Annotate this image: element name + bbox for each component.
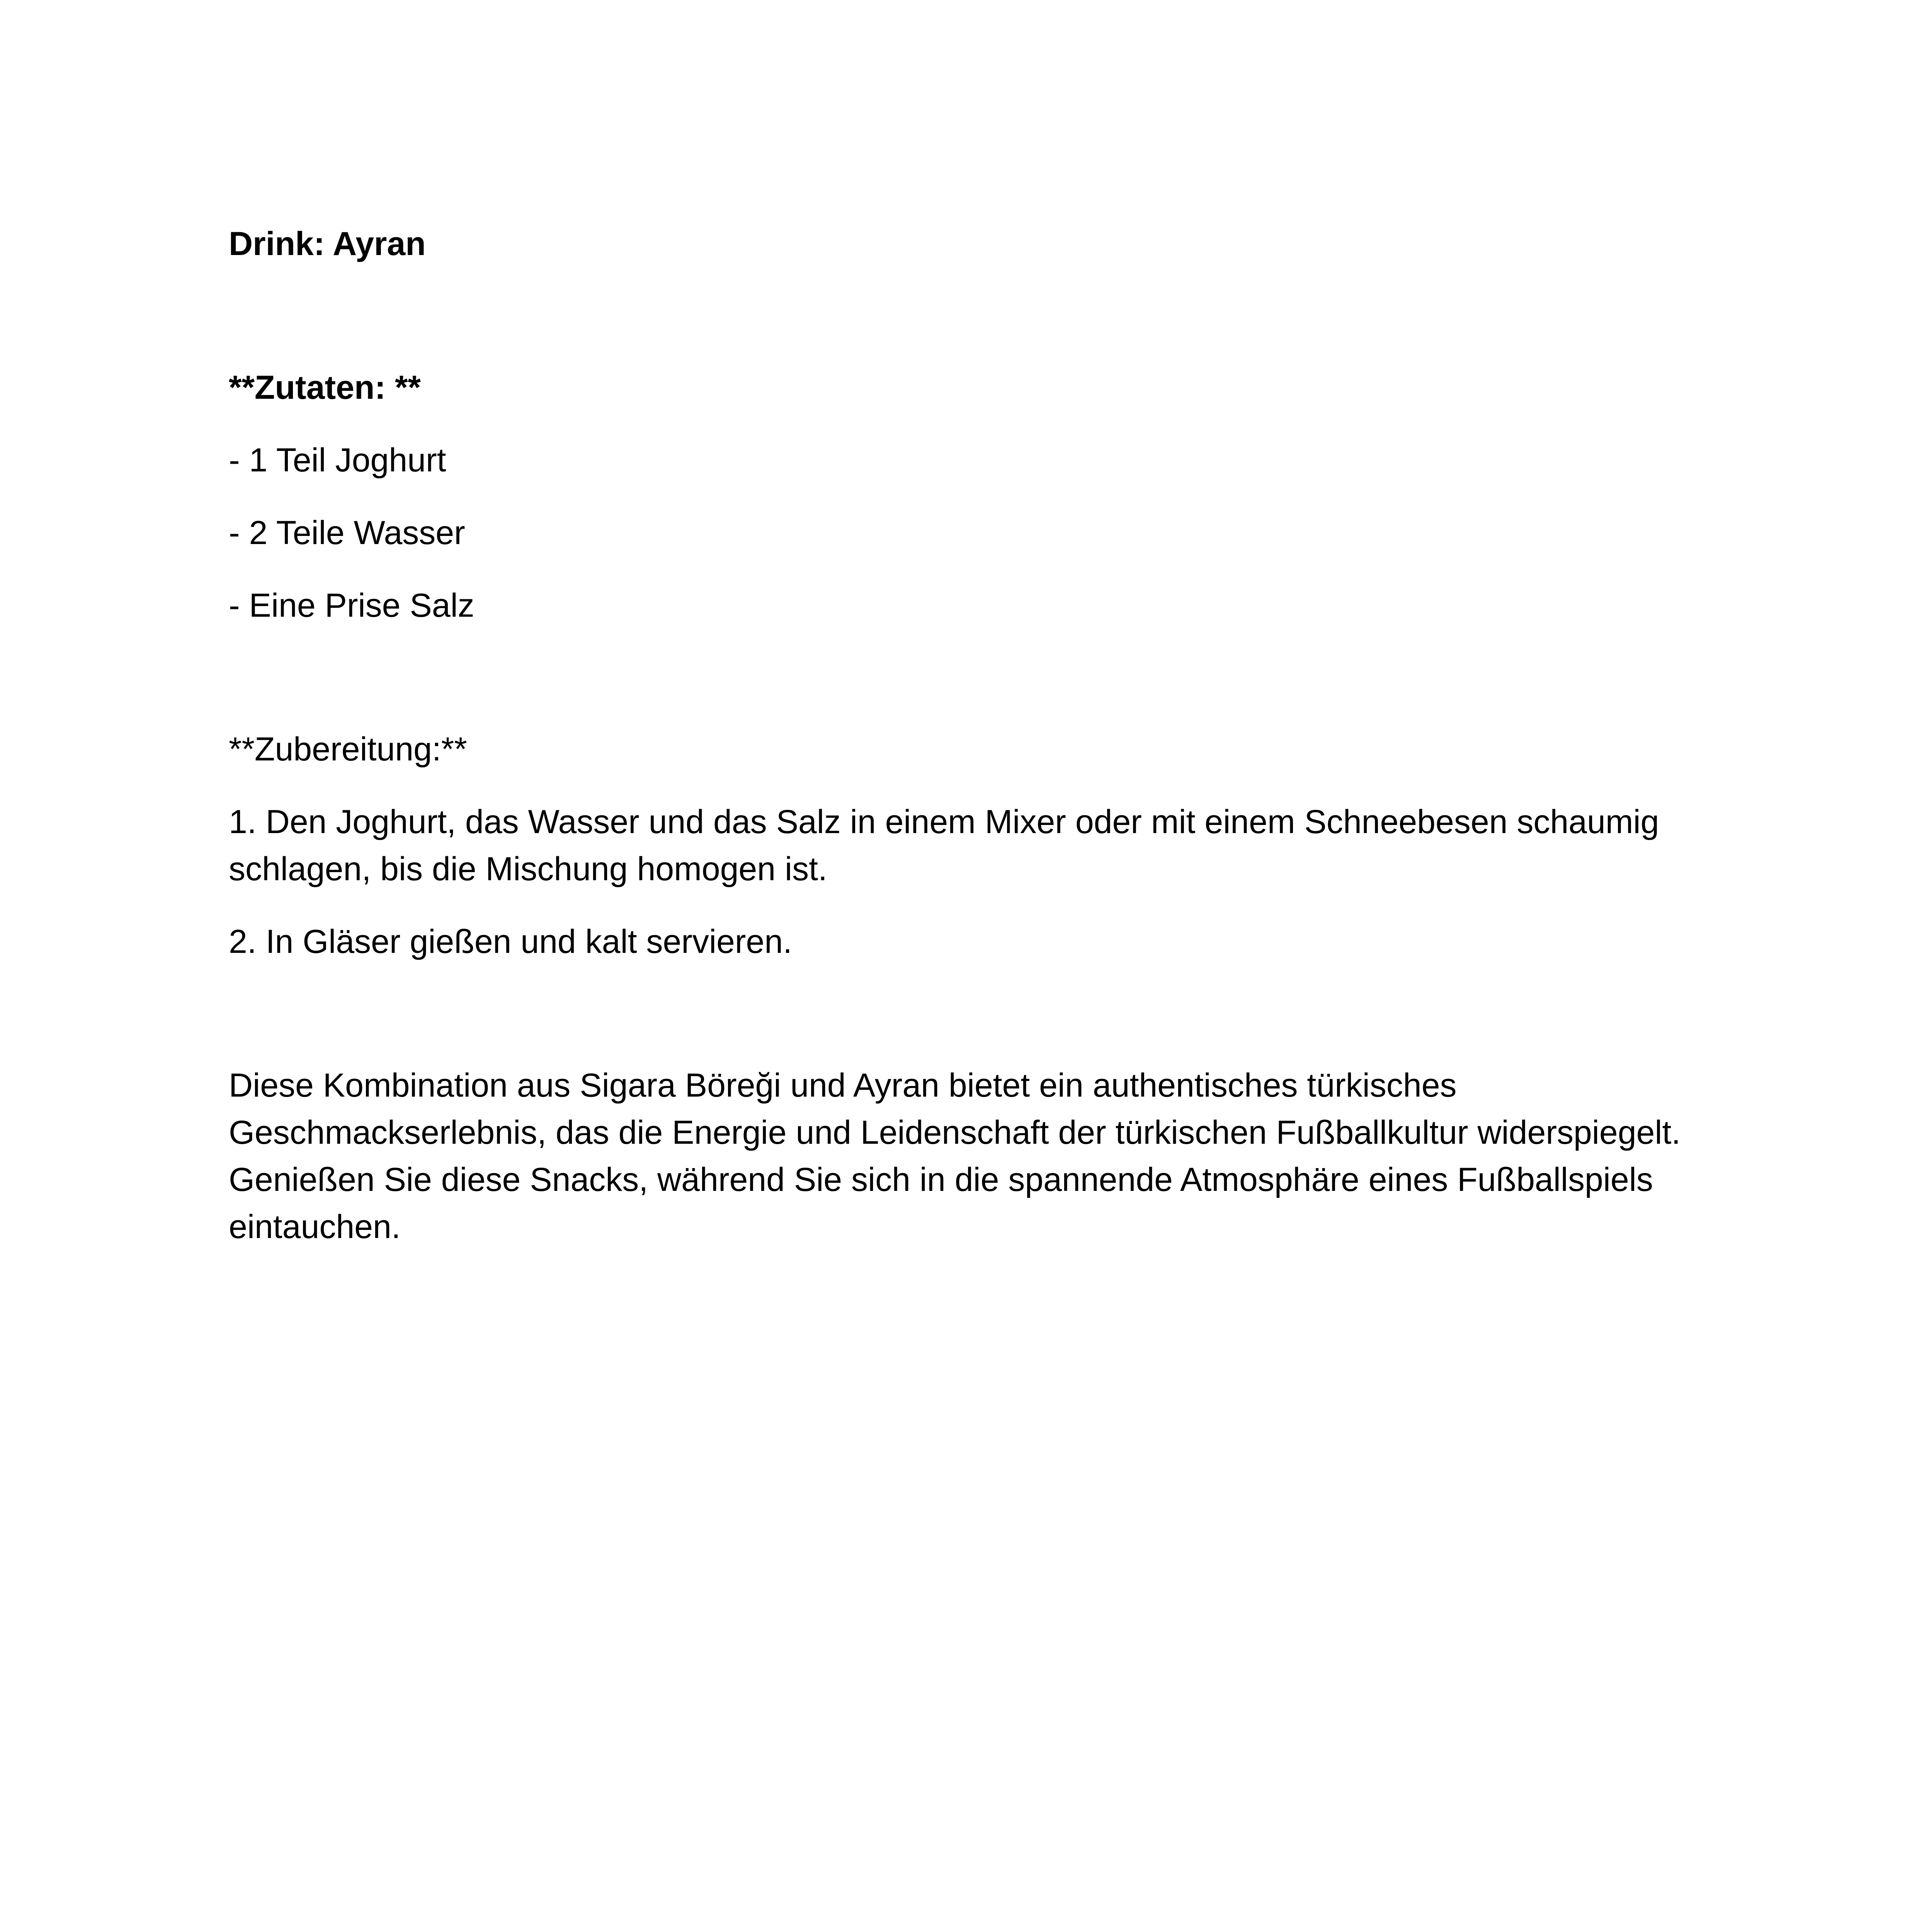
ingredient-item: - 1 Teil Joghurt: [229, 442, 446, 479]
preparation-step: 1. Den Joghurt, das Wasser und das Salz in einem Mixer oder mit einem Schneebesen schaumig schlagen, bis die Mischung homogen ist.: [229, 803, 1659, 888]
ingredients-heading: **Zutaten: **: [229, 369, 421, 406]
preparation-heading: **Zubereitung:**: [229, 731, 467, 768]
preparation-step: 2. In Gläser gießen und kalt servieren.: [229, 923, 792, 960]
closing-paragraph: Diese Kombination aus Sigara Böreği und Ayran bietet ein authentisches türkisches Geschmackserlebnis, das die Energie und Leidenschaft der türkischen Fußballkultur widerspiegelt. Genießen Sie diese Snacks, während Sie sich in die spannende Atmosphäre eines Fußballspiels eintauchen.: [229, 1067, 1681, 1245]
ingredient-item: - 2 Teile Wasser: [229, 514, 465, 551]
recipe-title: Drink: Ayran: [229, 225, 426, 262]
ingredient-item: - Eine Prise Salz: [229, 587, 475, 624]
page-content: [229, 220, 1720, 1250]
